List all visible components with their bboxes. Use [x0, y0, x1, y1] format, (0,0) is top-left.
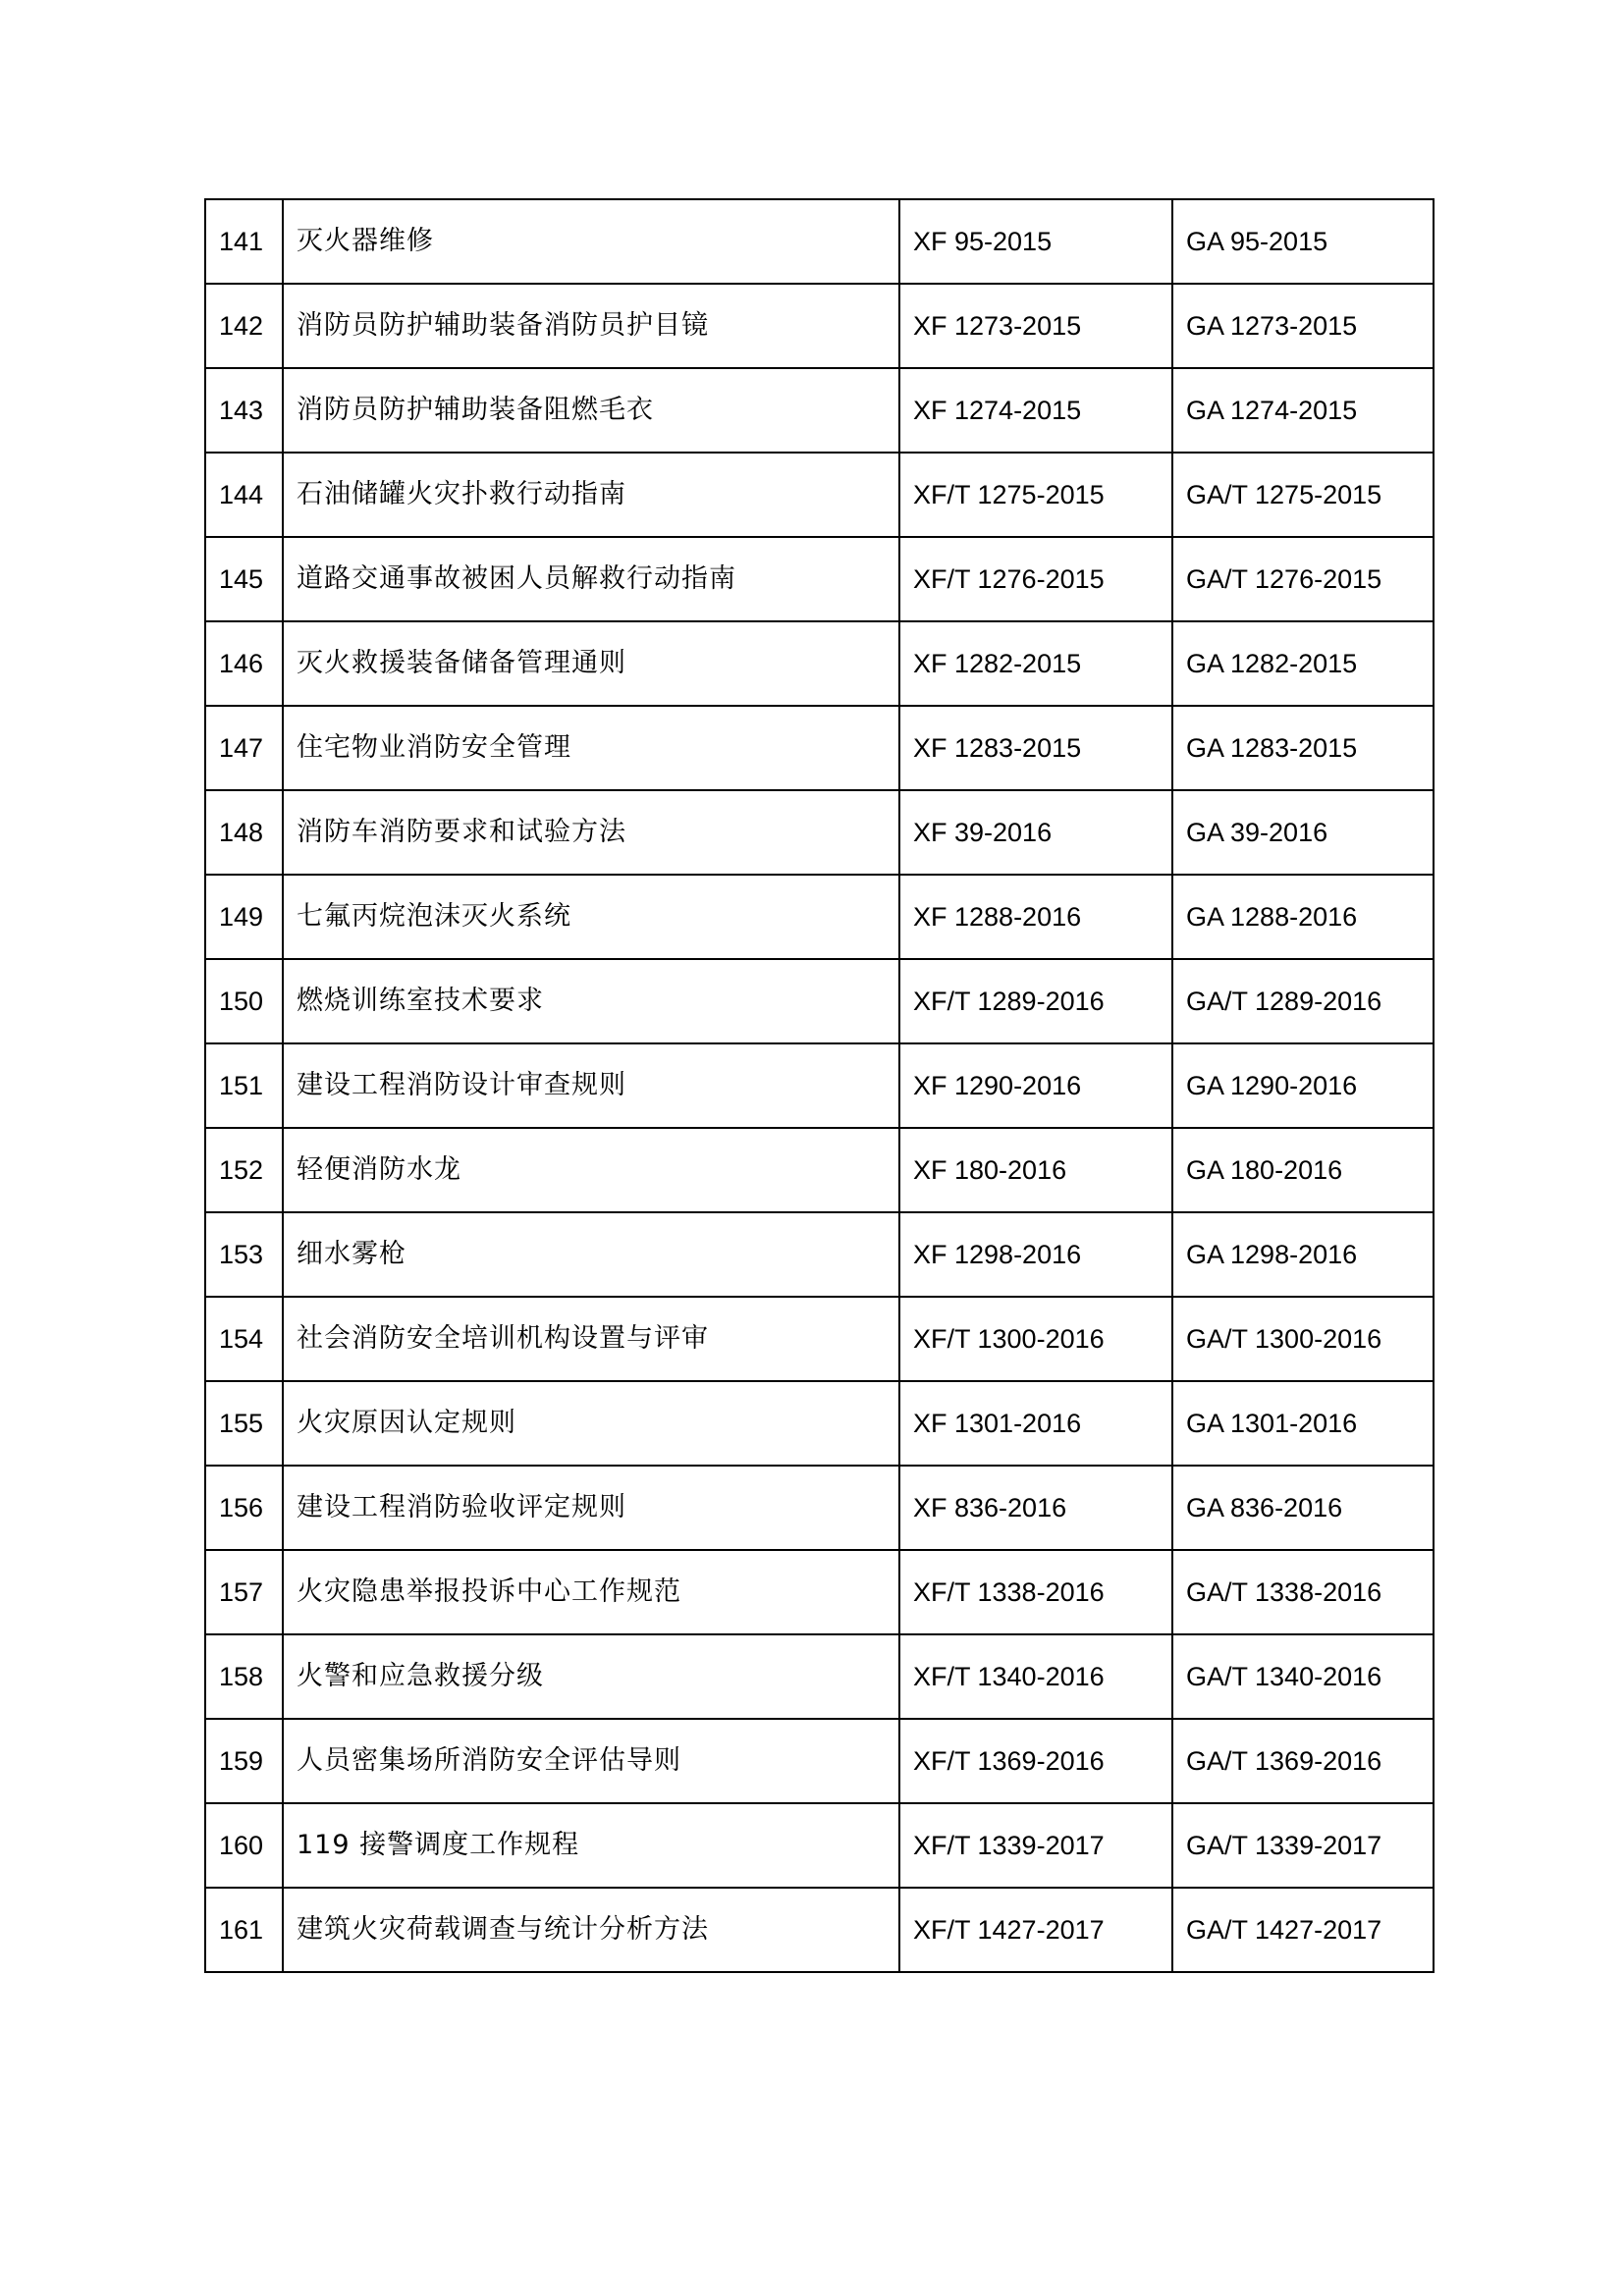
ga-code: GA 95-2015 [1172, 199, 1434, 284]
row-number: 160 [205, 1803, 283, 1888]
standard-name: 社会消防安全培训机构设置与评审 [283, 1297, 899, 1381]
xf-code: XF/T 1427-2017 [899, 1888, 1172, 1972]
ga-code: GA 180-2016 [1172, 1128, 1434, 1212]
xf-code: XF 836-2016 [899, 1466, 1172, 1550]
xf-code: XF 1290-2016 [899, 1043, 1172, 1128]
table-row [205, 1719, 1434, 1803]
row-number: 159 [205, 1719, 283, 1803]
ga-code: GA 1282-2015 [1172, 621, 1434, 706]
standard-name: 消防员防护辅助装备消防员护目镜 [283, 284, 899, 368]
table-row [205, 1297, 1434, 1381]
table-row [205, 284, 1434, 368]
xf-code: XF/T 1338-2016 [899, 1550, 1172, 1634]
table-row [205, 1212, 1434, 1297]
standard-name: 石油储罐火灾扑救行动指南 [283, 453, 899, 537]
table-row [205, 1888, 1434, 1972]
table-row [205, 621, 1434, 706]
ga-code: GA 1283-2015 [1172, 706, 1434, 790]
standard-name: 七氟丙烷泡沫灭火系统 [283, 875, 899, 959]
row-number: 161 [205, 1888, 283, 1972]
standard-name: 火警和应急救援分级 [283, 1634, 899, 1719]
row-number: 152 [205, 1128, 283, 1212]
ga-code: GA/T 1275-2015 [1172, 453, 1434, 537]
table-row [205, 1381, 1434, 1466]
table-row [205, 959, 1434, 1043]
standard-name: 火灾原因认定规则 [283, 1381, 899, 1466]
row-number: 143 [205, 368, 283, 453]
xf-code: XF 180-2016 [899, 1128, 1172, 1212]
xf-code: XF/T 1339-2017 [899, 1803, 1172, 1888]
ga-code: GA 1288-2016 [1172, 875, 1434, 959]
table-row [205, 453, 1434, 537]
table-row [205, 706, 1434, 790]
standard-name: 建设工程消防验收评定规则 [283, 1466, 899, 1550]
table-row [205, 1550, 1434, 1634]
xf-code: XF/T 1276-2015 [899, 537, 1172, 621]
xf-code: XF 1298-2016 [899, 1212, 1172, 1297]
table-row [205, 1043, 1434, 1128]
standard-name: 119 接警调度工作规程 [283, 1803, 899, 1888]
ga-code: GA/T 1338-2016 [1172, 1550, 1434, 1634]
standard-name: 消防员防护辅助装备阻燃毛衣 [283, 368, 899, 453]
row-number: 157 [205, 1550, 283, 1634]
ga-code: GA 1298-2016 [1172, 1212, 1434, 1297]
row-number: 141 [205, 199, 283, 284]
row-number: 153 [205, 1212, 283, 1297]
table-row [205, 1803, 1434, 1888]
standard-name: 火灾隐患举报投诉中心工作规范 [283, 1550, 899, 1634]
ga-code: GA 1290-2016 [1172, 1043, 1434, 1128]
ga-code: GA 1274-2015 [1172, 368, 1434, 453]
standard-name: 消防车消防要求和试验方法 [283, 790, 899, 875]
table-row [205, 875, 1434, 959]
standard-name: 轻便消防水龙 [283, 1128, 899, 1212]
xf-code: XF 1301-2016 [899, 1381, 1172, 1466]
ga-code: GA 1273-2015 [1172, 284, 1434, 368]
table-row [205, 1128, 1434, 1212]
standard-name: 住宅物业消防安全管理 [283, 706, 899, 790]
xf-code: XF 39-2016 [899, 790, 1172, 875]
standard-name: 燃烧训练室技术要求 [283, 959, 899, 1043]
row-number: 149 [205, 875, 283, 959]
row-number: 150 [205, 959, 283, 1043]
ga-code: GA/T 1369-2016 [1172, 1719, 1434, 1803]
ga-code: GA 1301-2016 [1172, 1381, 1434, 1466]
standard-name: 道路交通事故被困人员解救行动指南 [283, 537, 899, 621]
ga-code: GA/T 1339-2017 [1172, 1803, 1434, 1888]
row-number: 142 [205, 284, 283, 368]
row-number: 147 [205, 706, 283, 790]
row-number: 155 [205, 1381, 283, 1466]
ga-code: GA/T 1340-2016 [1172, 1634, 1434, 1719]
row-number: 158 [205, 1634, 283, 1719]
table-row [205, 1466, 1434, 1550]
table-row [205, 1634, 1434, 1719]
xf-code: XF/T 1340-2016 [899, 1634, 1172, 1719]
row-number: 144 [205, 453, 283, 537]
row-number: 145 [205, 537, 283, 621]
standard-name: 建筑火灾荷载调查与统计分析方法 [283, 1888, 899, 1972]
xf-code: XF 95-2015 [899, 199, 1172, 284]
ga-code: GA 836-2016 [1172, 1466, 1434, 1550]
xf-code: XF/T 1369-2016 [899, 1719, 1172, 1803]
xf-code: XF/T 1300-2016 [899, 1297, 1172, 1381]
xf-code: XF 1282-2015 [899, 621, 1172, 706]
table-row [205, 368, 1434, 453]
row-number: 148 [205, 790, 283, 875]
ga-code: GA/T 1276-2015 [1172, 537, 1434, 621]
xf-code: XF 1288-2016 [899, 875, 1172, 959]
table-row [205, 537, 1434, 621]
xf-code: XF/T 1289-2016 [899, 959, 1172, 1043]
table-row [205, 199, 1434, 284]
standards-table-body [205, 199, 1434, 1972]
ga-code: GA/T 1300-2016 [1172, 1297, 1434, 1381]
ga-code: GA/T 1427-2017 [1172, 1888, 1434, 1972]
row-number: 151 [205, 1043, 283, 1128]
ga-code: GA/T 1289-2016 [1172, 959, 1434, 1043]
table-row [205, 790, 1434, 875]
row-number: 156 [205, 1466, 283, 1550]
row-number: 154 [205, 1297, 283, 1381]
ga-code: GA 39-2016 [1172, 790, 1434, 875]
standard-name: 建设工程消防设计审查规则 [283, 1043, 899, 1128]
standard-name: 细水雾枪 [283, 1212, 899, 1297]
row-number: 146 [205, 621, 283, 706]
standard-name: 灭火救援装备储备管理通则 [283, 621, 899, 706]
xf-code: XF/T 1275-2015 [899, 453, 1172, 537]
standard-name: 人员密集场所消防安全评估导则 [283, 1719, 899, 1803]
xf-code: XF 1273-2015 [899, 284, 1172, 368]
xf-code: XF 1283-2015 [899, 706, 1172, 790]
xf-code: XF 1274-2015 [899, 368, 1172, 453]
standards-table [204, 198, 1435, 1973]
standard-name: 灭火器维修 [283, 199, 899, 284]
